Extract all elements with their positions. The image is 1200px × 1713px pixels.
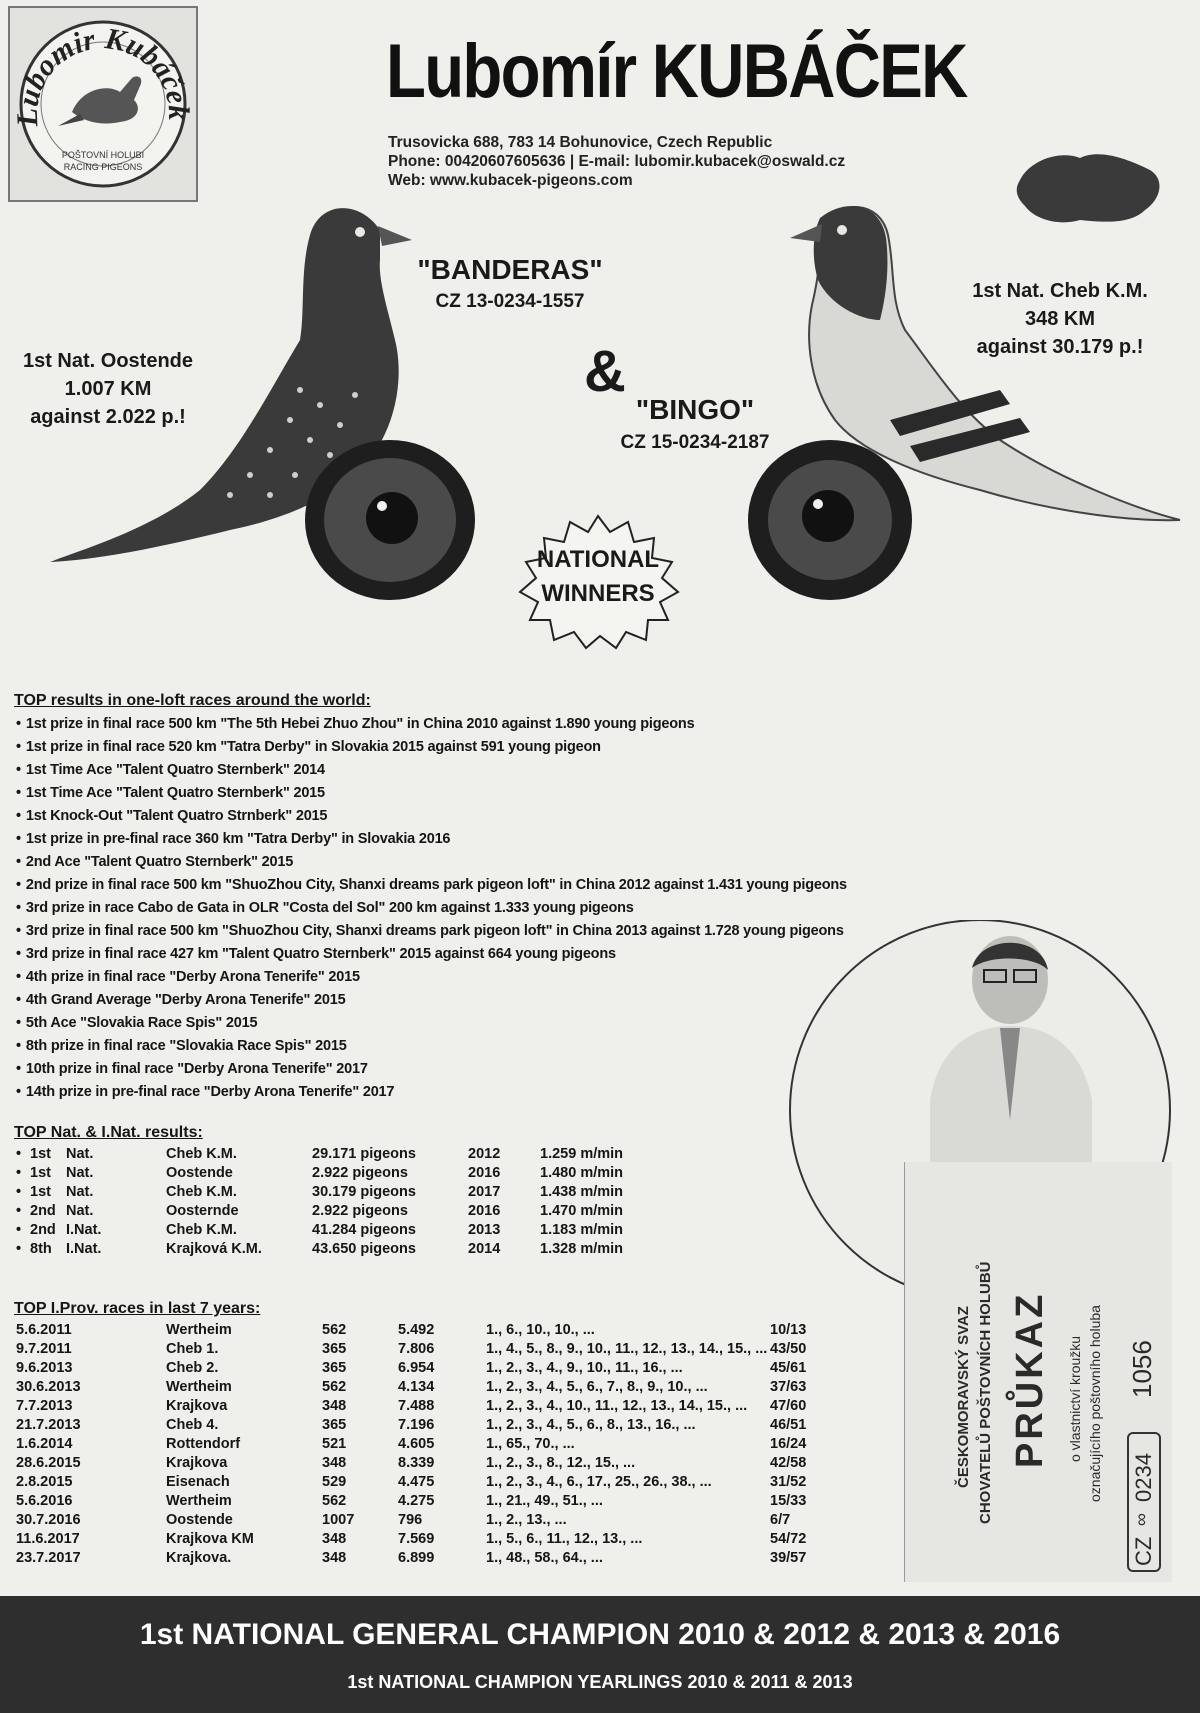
table-row [0,1203,900,1223]
table-cell: Oostende [166,1512,233,1528]
table-row [0,1474,900,1494]
list-item: • 2nd Ace "Talent Quatro Sternberk" 2015 [16,854,293,870]
table-cell: Rottendorf [166,1436,241,1452]
card-sub2: označujícího poštovního holuba [1087,1305,1103,1502]
list-item: • 4th Grand Average "Derby Arona Tenerife" 2015 [16,992,345,1008]
table-cell: 2013 [468,1222,501,1238]
bingo-result-1: 1st Nat. Cheb K.M. [972,280,1148,302]
table-cell: 6.954 [398,1360,435,1376]
bingo-result-3: against 30.179 p.! [976,336,1144,358]
card-org-line2: CHOVATELŮ POŠTOVNÍCH HOLUBŮ [977,1261,994,1524]
table-row [0,1550,900,1570]
list-item: • 3rd prize in final race 500 km "ShuoZhou City, Shanxi dreams park pigeon loft" in China 2013 against 1.728 young pigeons [16,923,844,939]
banderas-result-2: 1.007 KM [64,378,152,400]
table-cell: 529 [322,1474,347,1490]
list-item: • 1st prize in final race 520 km "Tatra Derby" in Slovakia 2015 against 591 young pigeon [16,739,601,755]
list-item: • 1st prize in final race 500 km "The 5th Hebei Zhuo Zhou" in China 2010 against 1.890 young pigeons [16,716,694,732]
bullet-icon: • [16,1165,22,1181]
list-item: • 4th prize in final race "Derby Arona Tenerife" 2015 [16,969,360,985]
table-cell: Nat. [66,1165,94,1181]
list-item: • 2nd prize in final race 500 km "ShuoZhou City, Shanxi dreams park pigeon loft" in China 2012 against 1.431 young pigeons [16,877,847,893]
national-winners-badge [508,512,688,652]
table-cell: 1st [30,1184,51,1200]
table-cell: 30.179 pigeons [312,1184,416,1200]
table-cell: 43/50 [770,1341,807,1357]
card-ring-prefix: CZ [1131,1536,1156,1566]
table-row [0,1222,900,1242]
table-cell: 1., 2., 13., ... [486,1512,567,1528]
table-cell: 31/52 [770,1474,807,1490]
table-cell: 365 [322,1341,347,1357]
table-cell: 9.7.2011 [16,1341,72,1357]
banderas-eye-icon [305,440,475,600]
table-cell: 1., 2., 3., 8., 12., 15., ... [486,1455,636,1471]
table-cell: 4.275 [398,1493,435,1509]
table-cell: Nat. [66,1146,94,1162]
table-cell: 2nd [30,1203,56,1219]
table-cell: 46/51 [770,1417,807,1433]
bingo-eye-icon [748,440,912,600]
card-ring-symbol: ∞ [1131,1513,1151,1526]
table-cell: 23.7.2017 [16,1550,81,1566]
list-item: • 5th Ace "Slovakia Race Spis" 2015 [16,1015,257,1031]
table-cell: 1.470 m/min [540,1203,624,1219]
table-cell: 29.171 pigeons [312,1146,416,1162]
table-cell: 42/58 [770,1455,807,1471]
banderas-name: "BANDERAS" [417,254,603,285]
table-cell: 348 [322,1398,347,1414]
table-row [0,1360,900,1380]
table-cell: 2.922 pigeons [312,1203,408,1219]
bingo-result-2: 348 KM [1024,308,1096,330]
table-cell: Krajkova [166,1455,228,1471]
table-cell: 2017 [468,1184,501,1200]
table-cell: 16/24 [770,1436,807,1452]
table-cell: 47/60 [770,1398,807,1414]
table-cell: 796 [398,1512,423,1528]
one-loft-heading: TOP results in one-loft races around the world: [14,692,371,709]
table-cell: Cheb 1. [166,1341,219,1357]
table-cell: 6.899 [398,1550,435,1566]
table-cell: 1., 2., 3., 4., 5., 6., 7., 8., 9., 10., ... [486,1379,708,1395]
table-cell: 1.259 m/min [540,1146,624,1162]
table-cell: 2016 [468,1203,501,1219]
table-cell: Krajkova KM [166,1531,254,1547]
table-row [0,1165,900,1185]
table-cell: Oosternde [166,1203,239,1219]
table-cell: 365 [322,1360,347,1376]
table-cell: 7.488 [398,1398,435,1414]
table-cell: 1., 2., 3., 4., 10., 11., 12., 13., 14., 15., ... [486,1398,748,1414]
address-line: Trusovicka 688, 783 14 Bohunovice, Czech Republic [388,134,773,151]
contact-line: Phone: 00420607605636 | E-mail: lubomir.kubacek@oswald.cz [388,153,846,170]
table-cell: 365 [322,1417,347,1433]
footer-champion-line1: 1st NATIONAL GENERAL CHAMPION 2010 & 2012 & 2013 & 2016 [139,1618,1061,1651]
table-cell: Nat. [66,1184,94,1200]
table-row [0,1436,900,1456]
table-cell: 8th [30,1241,52,1257]
table-cell: 1.438 m/min [540,1184,624,1200]
banderas-ring: CZ 13-0234-1557 [435,291,585,312]
table-cell: 562 [322,1493,347,1509]
table-cell: 39/57 [770,1550,807,1566]
table-cell: 2016 [468,1165,501,1181]
bullet-icon: • [16,1146,22,1162]
table-cell: 2.8.2015 [16,1474,73,1490]
table-row [0,1531,900,1551]
table-row [0,1493,900,1513]
table-cell: 348 [322,1550,347,1566]
table-row [0,1417,900,1437]
table-row [0,1379,900,1399]
footer-champion-line2: 1st NATIONAL CHAMPION YEARLINGS 2010 & 2011 & 2013 [347,1672,853,1692]
membership-card [904,1162,1172,1582]
table-cell: 4.475 [398,1474,435,1490]
table-cell: 1., 48., 58., 64., ... [486,1550,603,1566]
table-cell: Eisenach [166,1474,230,1490]
table-cell: I.Nat. [66,1241,102,1257]
table-cell: 348 [322,1531,347,1547]
table-cell: 1., 5., 6., 11., 12., 13., ... [486,1531,643,1547]
bullet-icon: • [16,1184,22,1200]
logo-line2: RACING PIGEONS [63,162,143,172]
table-cell: 1., 65., 70., ... [486,1436,575,1452]
table-cell: 2012 [468,1146,501,1162]
web-line: Web: www.kubacek-pigeons.com [388,172,633,189]
card-ring-mid: 0234 [1131,1453,1156,1502]
table-cell: Cheb 2. [166,1360,219,1376]
table-cell: 4.605 [398,1436,435,1452]
table-cell: 1., 6., 10., 10., ... [486,1322,595,1338]
table-cell: 7.196 [398,1417,435,1433]
table-cell: 43.650 pigeons [312,1241,416,1257]
list-item: • 8th prize in final race "Slovakia Race Spis" 2015 [16,1038,347,1054]
table-cell: I.Nat. [66,1222,102,1238]
table-cell: 348 [322,1455,347,1471]
table-cell: 37/63 [770,1379,807,1395]
table-cell: Nat. [66,1203,94,1219]
bullet-icon: • [16,1203,22,1219]
list-item: • 14th prize in pre-final race "Derby Arona Tenerife" 2017 [16,1084,394,1100]
table-cell: Cheb K.M. [166,1184,237,1200]
table-cell: 7.806 [398,1341,435,1357]
table-cell: 1., 4., 5., 8., 9., 10., 11., 12., 13., 14., 15., ... [486,1341,768,1357]
table-cell: 5.6.2016 [16,1493,73,1509]
table-row [0,1146,900,1166]
table-cell: Wertheim [166,1379,232,1395]
table-cell: 1.480 m/min [540,1165,624,1181]
table-cell: 8.339 [398,1455,435,1471]
list-item: • 3rd prize in race Cabo de Gata in OLR "Costa del Sol" 200 km against 1.333 young pigeons [16,900,634,916]
table-cell: 562 [322,1379,347,1395]
national-heading: TOP Nat. & I.Nat. results: [14,1124,203,1141]
ampersand: & [584,339,626,404]
table-cell: 30.6.2013 [16,1379,81,1395]
table-cell: 10/13 [770,1322,807,1338]
list-item: • 1st Time Ace "Talent Quatro Sternberk" 2014 [16,762,325,778]
table-cell: 28.6.2015 [16,1455,81,1471]
table-cell: 1.183 m/min [540,1222,624,1238]
list-item: • 1st Knock-Out "Talent Quatro Strnberk" 2015 [16,808,327,824]
banderas-result-3: against 2.022 p.! [30,406,186,428]
table-cell: 1st [30,1146,51,1162]
table-cell: Krajková K.M. [166,1241,262,1257]
table-cell: 2014 [468,1241,501,1257]
table-cell: 1., 2., 3., 4., 9., 10., 11., 16., ... [486,1360,683,1376]
table-row [0,1341,900,1361]
logo-line1: POŠTOVNÍ HOLUBI [61,150,145,160]
provincial-heading: TOP I.Prov. races in last 7 years: [14,1300,261,1317]
table-cell: Krajkova [166,1398,228,1414]
table-cell: 1., 21., 49., 51., ... [486,1493,603,1509]
table-row [0,1184,900,1204]
table-cell: 1., 2., 3., 4., 6., 17., 25., 26., 38., ... [486,1474,712,1490]
table-cell: 30.7.2016 [16,1512,81,1528]
table-row [0,1455,900,1475]
table-row [0,1512,900,1532]
table-cell: 7.569 [398,1531,435,1547]
table-cell: 2nd [30,1222,56,1238]
badge-line1: NATIONAL [536,546,660,573]
table-cell: Cheb K.M. [166,1146,237,1162]
logo-emblem [10,8,196,200]
table-cell: 45/61 [770,1360,807,1376]
table-cell: 5.492 [398,1322,435,1338]
page-title: Lubomír KUBÁČEK [386,29,967,114]
table-cell: 15/33 [770,1493,807,1509]
bingo-ring: CZ 15-0234-2187 [620,432,770,453]
table-row [0,1241,900,1261]
list-item: • 1st Time Ace "Talent Quatro Sternberk" 2015 [16,785,325,801]
list-item: • 3rd prize in final race 427 km "Talent Quatro Sternberk" 2015 against 664 young pigeons [16,946,616,962]
table-cell: 5.6.2011 [16,1322,72,1338]
badge-line2: WINNERS [541,580,655,607]
table-cell: 1.328 m/min [540,1241,624,1257]
table-cell: 1., 2., 3., 4., 5., 6., 8., 13., 16., ... [486,1417,696,1433]
bingo-name: "BINGO" [635,394,755,425]
card-sub1: o vlastnictví kroužku [1067,1335,1083,1462]
logo [8,6,198,202]
table-cell: 521 [322,1436,347,1452]
table-cell: 1.6.2014 [16,1436,73,1452]
table-cell: 21.7.2013 [16,1417,81,1433]
card-ring-number: 1056 [1127,1340,1157,1398]
table-cell: Wertheim [166,1493,232,1509]
table-row [0,1322,900,1342]
table-cell: 7.7.2013 [16,1398,73,1414]
table-cell: 1007 [322,1512,355,1528]
table-cell: 41.284 pigeons [312,1222,416,1238]
table-cell: Cheb 4. [166,1417,219,1433]
bullet-icon: • [16,1222,22,1238]
card-title: PRŮKAZ [1009,1291,1051,1468]
banderas-result-1: 1st Nat. Oostende [22,350,194,372]
table-cell: 54/72 [770,1531,807,1547]
table-cell: Krajkova. [166,1550,232,1566]
table-cell: Oostende [166,1165,233,1181]
list-item: • 10th prize in final race "Derby Arona Tenerife" 2017 [16,1061,368,1077]
table-cell: Cheb K.M. [166,1222,237,1238]
table-cell: 11.6.2017 [16,1531,80,1547]
bullet-icon: • [16,1241,22,1257]
table-row [0,1398,900,1418]
card-org-line1: ČESKOMORAVSKÝ SVAZ [955,1306,972,1488]
table-cell: 562 [322,1322,347,1338]
table-cell: 6/7 [770,1512,791,1528]
table-cell: 2.922 pigeons [312,1165,408,1181]
list-item: • 1st prize in pre-final race 360 km "Tatra Derby" in Slovakia 2016 [16,831,450,847]
table-cell: Wertheim [166,1322,232,1338]
table-cell: 4.134 [398,1379,435,1395]
footer-banner [0,1596,1200,1713]
table-cell: 9.6.2013 [16,1360,73,1376]
table-cell: 1st [30,1165,51,1181]
logo-arc-text: Lubomir Kubáček [10,22,196,128]
